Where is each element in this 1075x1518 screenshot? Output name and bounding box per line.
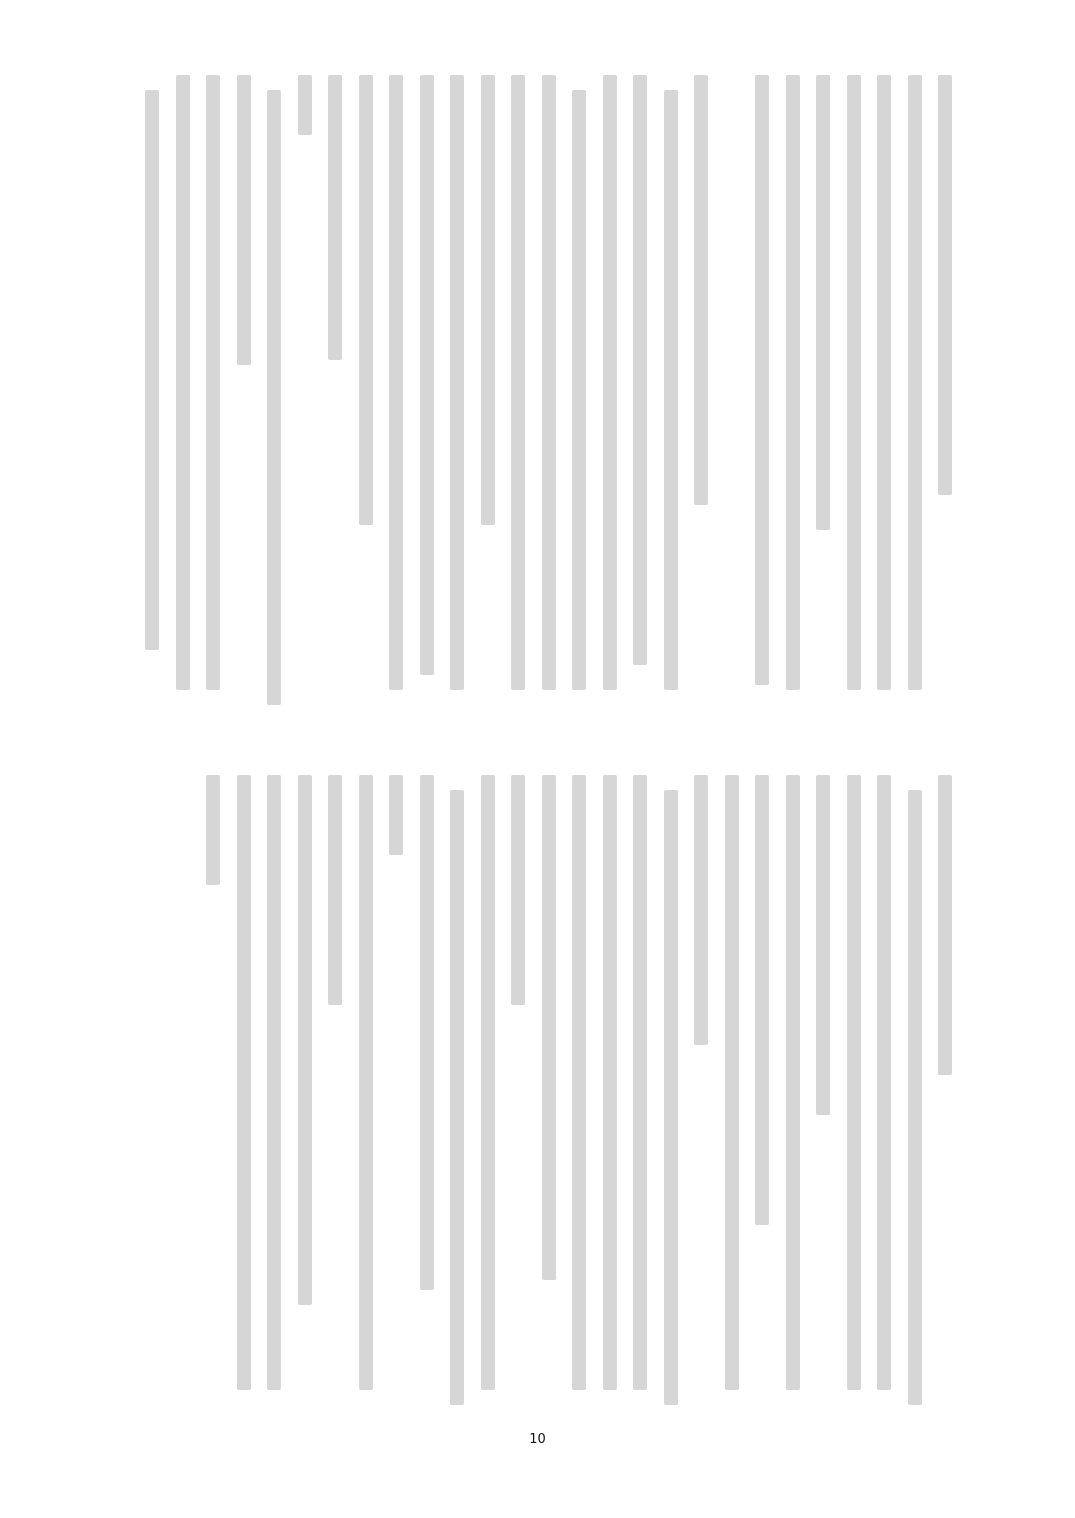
text-column-placeholder xyxy=(938,775,952,1075)
text-column-placeholder xyxy=(511,775,525,1005)
text-column-placeholder xyxy=(786,75,800,690)
text-column-placeholder xyxy=(542,775,556,1280)
text-column-placeholder xyxy=(603,75,617,690)
text-column-placeholder xyxy=(420,75,434,675)
text-column-placeholder xyxy=(389,775,403,855)
text-column-placeholder xyxy=(298,775,312,1305)
text-column-placeholder xyxy=(328,775,342,1005)
text-column-placeholder xyxy=(237,75,251,365)
text-column-placeholder xyxy=(694,775,708,1045)
text-column-placeholder xyxy=(938,75,952,495)
page-number: 10 xyxy=(529,1432,546,1447)
text-column-placeholder xyxy=(664,790,678,1405)
text-column-placeholder xyxy=(847,775,861,1390)
text-column-placeholder xyxy=(267,775,281,1390)
text-column-placeholder xyxy=(481,775,495,1390)
text-column-placeholder xyxy=(237,775,251,1390)
text-column-placeholder xyxy=(359,775,373,1390)
text-column-placeholder xyxy=(816,75,830,530)
text-column-placeholder xyxy=(755,75,769,685)
text-column-placeholder xyxy=(450,75,464,690)
text-column-placeholder xyxy=(450,790,464,1405)
text-column-placeholder xyxy=(420,775,434,1290)
text-column-placeholder xyxy=(359,75,373,525)
text-column-placeholder xyxy=(847,75,861,690)
text-column-placeholder xyxy=(755,775,769,1225)
text-column-placeholder xyxy=(633,75,647,665)
text-column-placeholder xyxy=(206,75,220,690)
text-column-placeholder xyxy=(511,75,525,690)
text-column-placeholder xyxy=(603,775,617,1390)
text-column-placeholder xyxy=(664,90,678,690)
text-column-placeholder xyxy=(694,75,708,505)
text-column-placeholder xyxy=(572,90,586,690)
text-column-placeholder xyxy=(298,75,312,135)
text-column-placeholder xyxy=(725,775,739,1390)
vertical-text-block-upper xyxy=(170,75,960,695)
text-column-placeholder xyxy=(877,75,891,690)
text-column-placeholder xyxy=(816,775,830,1115)
text-column-placeholder xyxy=(481,75,495,525)
text-column-placeholder xyxy=(328,75,342,360)
text-column-placeholder xyxy=(908,75,922,690)
text-column-placeholder xyxy=(389,75,403,690)
text-column-placeholder xyxy=(145,90,159,650)
text-column-placeholder xyxy=(908,790,922,1405)
vertical-text-block-lower xyxy=(160,775,960,1395)
text-column-placeholder xyxy=(542,75,556,690)
text-column-placeholder xyxy=(206,775,220,885)
text-column-placeholder xyxy=(176,75,190,690)
text-column-placeholder xyxy=(633,775,647,1390)
text-column-placeholder xyxy=(267,90,281,705)
text-column-placeholder xyxy=(877,775,891,1390)
text-column-placeholder xyxy=(786,775,800,1390)
text-column-placeholder xyxy=(572,775,586,1390)
